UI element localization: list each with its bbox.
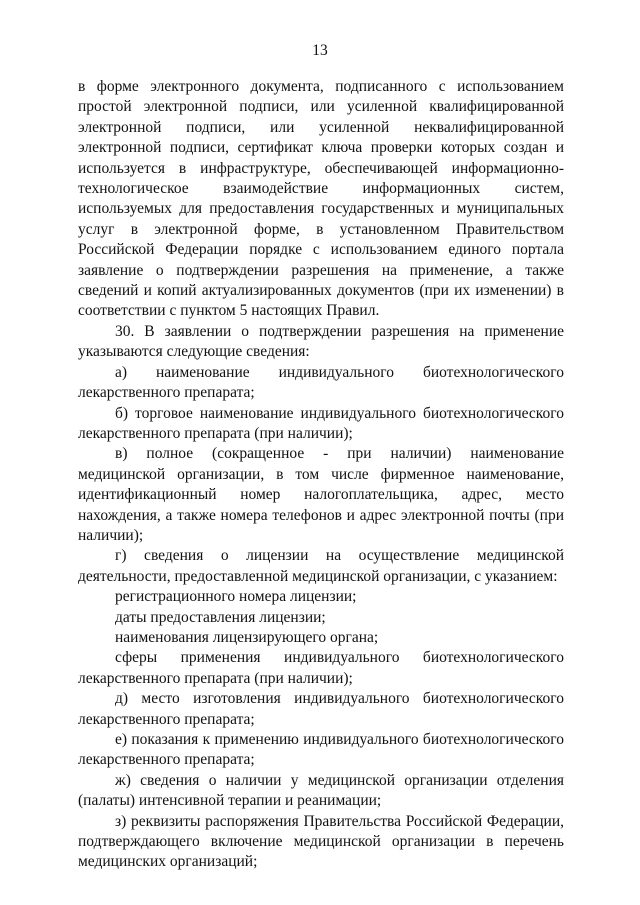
sub-item-licensing-authority: наименования лицензирующего органа; [115,628,379,646]
sub-item-license-date: даты предоставления лицензии; [115,608,326,626]
paragraph-clause-30: 30. В заявлении о подтверждении разрешения на применение указываются следующие сведения: [78,322,564,361]
list-item-a: а) наименование индивидуального биотехнологического лекарственного препарата; [78,363,564,402]
list-item-g: г) сведения о лицензии на осуществление медицинской деятельности, предоставленной медицинской организации, с указанием: [78,547,564,585]
list-item-e: е) показания к применению индивидуального биотехнологического лекарственного препарата; [78,731,564,769]
document-body [78,77,564,873]
list-item-z: з) реквизиты распоряжения Правительства Российской Федерации, подтверждающего включение медицинской организации в перечень медицинских организаций; [78,812,564,871]
list-item-zh: ж) сведения о наличии у медицинской организации отделения (палаты) интенсивной терапии и реанимации; [78,771,564,810]
list-item-v: в) полное (сокращенное - при наличии) наименование медицинской организации, в том числе фирменное наименование, идентификационный номер налогоплательщика, адрес, место нахождения, а также номера телефонов и адрес электронной почты (при наличии); [78,445,564,544]
sub-item-license-number: регистрационного номера лицензии; [115,588,357,606]
sub-item-scope: сферы применения индивидуального биотехнологического лекарственного препарата (при наличии); [78,649,564,687]
list-item-d: д) место изготовления индивидуального биотехнологического лекарственного препарата; [78,690,564,728]
page-number: 13 [312,42,328,59]
list-item-b: б) торговое наименование индивидуального биотехнологического лекарственного препарата (при наличии); [78,404,564,442]
paragraph-continuation: в форме электронного документа, подписанного с использованием простой электронной подписи, или усиленной квалифицированной электронной подписи, или усиленной неквалифицированной электронной подписи, сертификат ключа проверки которых создан и используется в инфраструктуре, обеспечивающей информационно-технологическое взаимодействие информационных систем, используемых для предоставления государственных и муниципальных услуг в электронной форме, в установленном Правительством Российской Федерации порядке с использованием единого портала заявление о подтверждении разрешения на применение, а также сведений и копий актуализированных документов (при их изменении) в соответствии с пунктом 5 настоящих Правил. [78,78,564,320]
